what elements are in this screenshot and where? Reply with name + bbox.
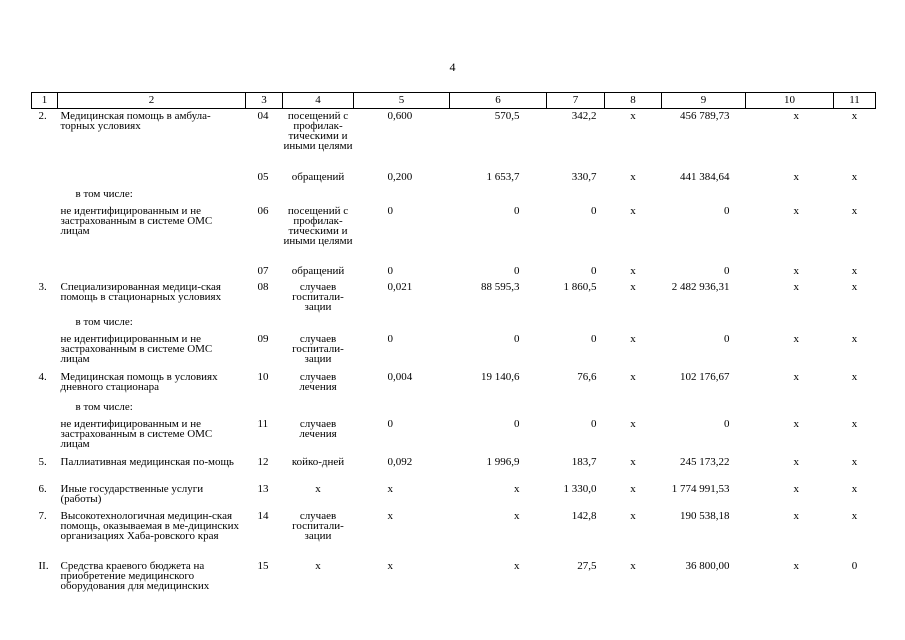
table-cell: 183,7 [571,455,597,468]
table-cell: обращений [291,170,345,183]
table-cell: 1 774 991,53 [671,482,730,495]
table-cell: 13 [257,482,269,495]
header-cell: 5 [354,93,450,109]
table-cell: II. [38,559,49,572]
header-cell: 2 [58,93,246,109]
table-cell [246,315,283,332]
table-cell: х [630,455,636,468]
table-cell: случаев лечения [299,417,337,440]
table-cell: 0 [724,417,730,430]
table-cell: х [793,482,799,495]
table-body [32,109,876,595]
table-cell: 0 [591,417,597,430]
table-cell [605,187,662,204]
table-row [32,482,876,509]
table-cell: в том числе: [75,315,133,328]
table-cell: х [851,482,858,495]
table-row [32,204,876,264]
table-cell [834,400,876,417]
table-cell [354,187,450,204]
table-cell: 0,200 [387,170,413,183]
table-row [32,400,876,417]
header-cell: 8 [605,93,662,109]
table-cell [450,187,547,204]
table-cell: 0 [724,264,730,277]
table-cell: х [851,417,858,430]
table-cell: 0 [387,264,393,277]
table-cell: х [793,332,799,345]
header-cell: 1 [32,93,58,109]
table-cell: посещений с профилак-тическими и иными целями [283,110,353,152]
table-cell: х [851,110,858,122]
table-cell: х [793,204,799,217]
table-cell [283,400,354,417]
table-cell: 10 [257,370,269,383]
table-cell [32,332,58,370]
table-cell: 1 653,7 [486,170,520,183]
table-cell: 0 [591,204,597,217]
table-cell: х [793,170,799,183]
table-cell: 05 [257,170,269,183]
table-row [32,455,876,482]
table-cell: х [851,370,858,383]
table-cell: 245 173,22 [680,455,730,468]
table-cell: х [630,509,636,522]
table-cell: 330,7 [571,170,597,183]
header-cell: 6 [450,93,547,109]
table-cell: х [851,264,858,277]
table-cell [605,400,662,417]
table-row [32,509,876,559]
table-cell: 0 [514,204,520,217]
table-cell: х [630,170,636,183]
table-row [32,370,876,400]
table-cell: 11 [257,417,269,430]
header-cell: 4 [283,93,354,109]
table-row [32,109,876,170]
table-cell [662,400,746,417]
table-cell: х [630,204,636,217]
table-cell: 0 [851,559,858,572]
table-cell: х [514,509,520,522]
table-cell: 15 [257,559,269,572]
table-cell: х [630,280,636,293]
table-cell: обращений [291,264,345,277]
table-cell: койко-дней [291,455,345,468]
table-cell: 342,2 [571,110,597,122]
table-cell: х [630,110,636,122]
table-cell: 1 996,9 [486,455,520,468]
table-cell [834,315,876,332]
table-cell: Паллиативная медицинская по-мощь [60,455,234,468]
table-cell: Специализированная медици-ская помощь в стационарных условиях [60,280,222,303]
table-cell: 142,8 [571,509,597,522]
table-cell: 0 [387,204,393,217]
table-cell: 456 789,73 [680,110,730,122]
table-cell: в том числе: [75,187,133,200]
table-cell: х [851,332,858,345]
table-cell: в том числе: [75,400,133,413]
table-cell: 0 [724,332,730,345]
table-cell: 5. [38,455,47,468]
table-cell: не идентифицированным и не застрахованным в системе ОМС лицам [60,332,213,365]
header-cell: 9 [662,93,746,109]
table-row [32,559,876,595]
table-cell: 2 482 936,31 [671,280,730,293]
table-cell [283,187,354,204]
table-cell [32,400,58,417]
table-cell: х [630,264,636,277]
table-cell [354,400,450,417]
table-cell: х [851,280,858,293]
table-cell: случаев госпитали-зации [292,280,344,313]
table-cell: 0 [591,332,597,345]
table-cell: х [514,559,520,572]
table-cell: 0,021 [387,280,413,293]
table-cell: 441 384,64 [680,170,730,183]
table-cell: х [630,559,636,572]
table-cell: посещений с профилак-тическими и иными целями [283,204,353,247]
table-cell: х [387,482,393,495]
table-cell [746,187,834,204]
page-number: 4 [449,60,456,74]
table-cell: 88 595,3 [481,280,520,293]
table-cell [605,315,662,332]
table-cell: 36 800,00 [685,559,730,572]
table-cell: х [387,509,393,522]
table-cell [662,187,746,204]
table-cell: Иные государственные услуги (работы) [60,482,204,505]
table-cell [32,315,58,332]
table-row [32,170,876,187]
table-cell: 1 860,5 [563,280,597,293]
table-cell: 0 [514,332,520,345]
table-cell: не идентифицированным и не застрахованным в системе ОМС лицам [60,417,213,450]
table-cell [834,187,876,204]
table-cell: 19 140,6 [481,370,520,383]
table-cell: х [630,370,636,383]
table-cell: х [793,509,799,522]
table-cell: 12 [257,455,269,468]
table-cell: 0,004 [387,370,413,383]
header-row [32,93,876,109]
table-cell: случаев госпитали-зации [292,332,344,365]
table-row [32,332,876,370]
table-cell: х [793,264,799,277]
table-cell: х [793,370,799,383]
table-cell: 07 [257,264,269,277]
table-cell [662,315,746,332]
table-cell [58,264,246,280]
table-cell: х [851,170,858,183]
table-cell [547,315,605,332]
table-row [32,187,876,204]
table-cell [547,187,605,204]
table-cell [246,187,283,204]
header-cell: 11 [834,93,876,109]
table-cell: 3. [38,280,47,293]
table-cell: х [315,559,321,572]
table-cell: 76,6 [577,370,597,383]
table-cell: 0,600 [387,110,413,122]
table-cell: х [851,455,858,468]
table-cell: х [851,204,858,217]
table-cell: 0 [387,417,393,430]
table-cell [32,204,58,264]
table-cell: 1 330,0 [563,482,597,495]
header-cell: 10 [746,93,834,109]
table-cell: 4. [38,370,47,383]
table-cell: х [793,559,799,572]
table-row [32,417,876,455]
table-row [32,315,876,332]
table-cell: 04 [257,110,269,122]
table-row [32,280,876,315]
table-cell: 570,5 [494,110,520,122]
table-cell: 09 [257,332,269,345]
table-cell: 0,092 [387,455,413,468]
table-cell: 0 [724,204,730,217]
table-cell: х [793,455,799,468]
table-cell: 27,5 [577,559,597,572]
table-cell [450,400,547,417]
table-cell [32,417,58,455]
table-cell [746,400,834,417]
table-cell: Медицинская помощь в условиях дневного стационара [60,370,218,393]
table-cell [32,264,58,280]
table-cell [547,400,605,417]
table-cell [354,315,450,332]
table-cell: 06 [257,204,269,217]
data-table [31,92,876,595]
table-cell [746,315,834,332]
table-cell: х [315,482,321,495]
table-cell: 0 [591,264,597,277]
table-cell [450,315,547,332]
table-cell: 0 [387,332,393,345]
table-cell: х [630,482,636,495]
table-cell: х [793,110,799,122]
header-cell: 3 [246,93,283,109]
table-cell: х [793,417,799,430]
table-cell: 102 176,67 [680,370,730,383]
table-cell: х [793,280,799,293]
table-cell [58,170,246,187]
table-cell: не идентифицированным и не застрахованным в системе ОМС лицам [60,204,213,237]
table-cell [32,170,58,187]
table-cell: Медицинская помощь в амбула-торных условиях [60,110,211,132]
table-cell: 7. [38,509,47,522]
header-cell: 7 [547,93,605,109]
table-cell: х [514,482,520,495]
table-cell [283,315,354,332]
table-cell: случаев лечения [299,370,337,393]
table-cell: х [851,509,858,522]
table-row [32,264,876,280]
table-cell: х [387,559,393,572]
table-cell: х [630,332,636,345]
table-cell [32,187,58,204]
table-cell: 14 [257,509,269,522]
table-cell: случаев госпитали-зации [292,509,344,542]
table-cell: 08 [257,280,269,293]
table-cell: 2. [38,110,47,122]
table-cell: х [630,417,636,430]
table-cell: 6. [38,482,47,495]
table-cell [246,400,283,417]
table-cell: Высокотехнологичная медицин-ская помощь, оказываемая в ме-дицинских организациях Хаба-ровского края [60,509,240,542]
table-cell: 0 [514,264,520,277]
table-cell: 0 [514,417,520,430]
table-cell: Средства краевого бюджета на приобретение медицинского оборудования для медицинских [60,559,210,592]
table-cell: 190 538,18 [680,509,730,522]
